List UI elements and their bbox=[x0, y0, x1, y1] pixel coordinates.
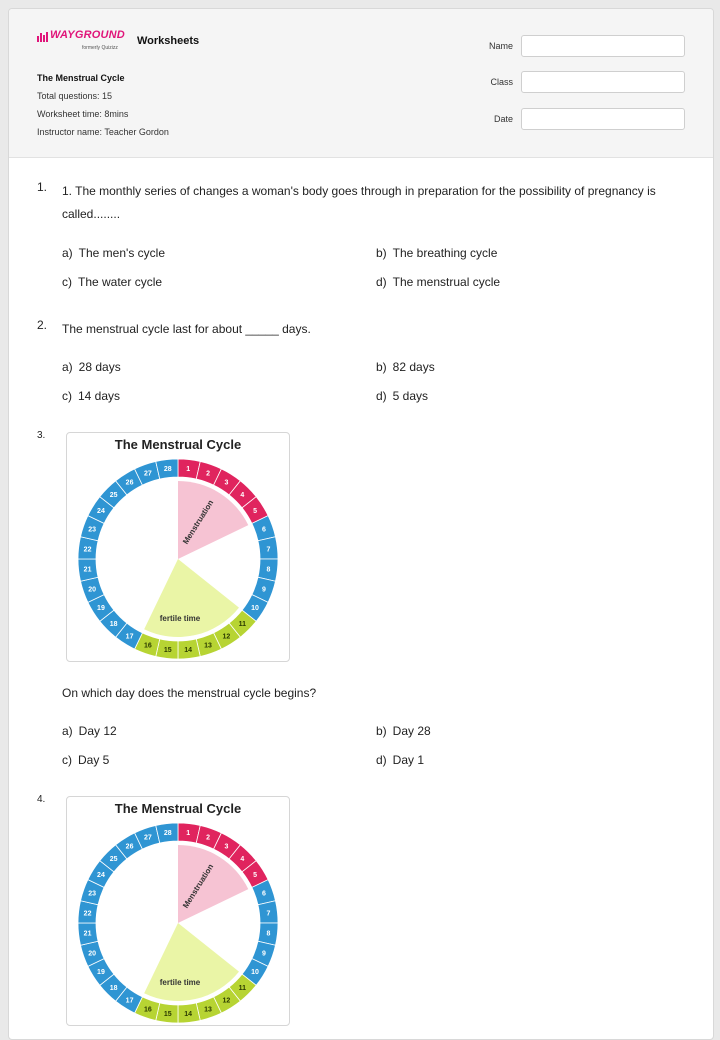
question-text: 1. The monthly series of changes a woman's body goes through in preparation for the possibility of pregnancy is called........ bbox=[62, 184, 656, 221]
date-field bbox=[479, 107, 689, 131]
option-letter: b) bbox=[376, 246, 387, 260]
day-label-18: 18 bbox=[109, 620, 118, 628]
option-text: Day 1 bbox=[392, 753, 425, 767]
diagram-title: The Menstrual Cycle bbox=[114, 801, 242, 816]
day-label-13: 13 bbox=[204, 642, 212, 650]
option-letter: b) bbox=[376, 724, 387, 738]
option-d bbox=[376, 275, 500, 289]
day-label-6: 6 bbox=[261, 526, 266, 534]
name-label: Name bbox=[488, 41, 513, 51]
logo-mark-icon bbox=[37, 31, 49, 43]
day-label-13: 13 bbox=[204, 1006, 212, 1014]
cycle-diagram-svg bbox=[67, 433, 289, 661]
day-label-3: 3 bbox=[224, 843, 229, 851]
date-input[interactable] bbox=[521, 108, 685, 130]
day-label-5: 5 bbox=[253, 508, 258, 516]
day-label-15: 15 bbox=[163, 1010, 172, 1018]
option-a bbox=[62, 360, 121, 374]
day-label-7: 7 bbox=[266, 546, 271, 554]
logo-subtext: formerly Quizizz bbox=[82, 45, 118, 51]
option-letter: d) bbox=[376, 753, 387, 767]
logo-text: WAYGROUND bbox=[50, 29, 125, 41]
day-label-6: 6 bbox=[261, 890, 266, 898]
option-d bbox=[376, 753, 424, 767]
day-label-17: 17 bbox=[125, 633, 134, 641]
day-label-14: 14 bbox=[184, 646, 193, 654]
day-label-8: 8 bbox=[266, 566, 271, 574]
day-label-22: 22 bbox=[83, 910, 92, 918]
option-text: Day 12 bbox=[78, 724, 117, 738]
question-text: The menstrual cycle last for about _____ days. bbox=[62, 322, 311, 336]
question-text: On which day does the menstrual cycle begins? bbox=[62, 686, 317, 700]
class-label: Class bbox=[490, 77, 513, 87]
day-label-22: 22 bbox=[83, 546, 92, 554]
day-label-10: 10 bbox=[251, 968, 259, 976]
worksheet-page bbox=[8, 8, 714, 1040]
name-field bbox=[479, 34, 689, 58]
question-number: 1. bbox=[37, 180, 48, 194]
day-label-19: 19 bbox=[97, 968, 105, 976]
day-label-25: 25 bbox=[109, 856, 118, 864]
day-label-17: 17 bbox=[125, 997, 134, 1005]
menstrual-cycle-diagram bbox=[66, 432, 290, 662]
option-letter: c) bbox=[62, 389, 72, 403]
option-c bbox=[62, 275, 162, 289]
option-text: Day 28 bbox=[392, 724, 431, 738]
class-input[interactable] bbox=[521, 71, 685, 93]
day-label-23: 23 bbox=[88, 890, 97, 898]
date-label: Date bbox=[493, 114, 513, 124]
option-c bbox=[62, 753, 109, 767]
option-d bbox=[376, 389, 428, 403]
day-label-7: 7 bbox=[266, 910, 271, 918]
option-b bbox=[376, 360, 435, 374]
diagram-title: The Menstrual Cycle bbox=[114, 437, 242, 452]
day-label-27: 27 bbox=[144, 470, 152, 478]
day-label-12: 12 bbox=[222, 633, 231, 641]
day-label-26: 26 bbox=[125, 479, 134, 487]
day-label-28: 28 bbox=[163, 830, 172, 838]
day-label-11: 11 bbox=[238, 620, 247, 628]
option-letter: a) bbox=[62, 246, 73, 260]
fertile-label: fertile time bbox=[159, 614, 201, 623]
day-label-5: 5 bbox=[253, 872, 258, 880]
question-4 bbox=[37, 794, 687, 1034]
option-letter: b) bbox=[376, 360, 387, 374]
option-letter: a) bbox=[62, 724, 73, 738]
day-label-12: 12 bbox=[222, 997, 231, 1005]
day-label-19: 19 bbox=[97, 604, 105, 612]
day-label-8: 8 bbox=[266, 930, 271, 938]
day-label-16: 16 bbox=[144, 1006, 152, 1014]
day-label-21: 21 bbox=[83, 566, 92, 574]
option-text: The breathing cycle bbox=[392, 246, 498, 260]
option-a bbox=[62, 724, 117, 738]
question-number: 3. bbox=[37, 430, 46, 441]
day-label-1: 1 bbox=[186, 830, 191, 838]
day-label-25: 25 bbox=[109, 492, 118, 500]
wayground-logo bbox=[37, 29, 131, 55]
question-2 bbox=[37, 318, 687, 408]
menstruation-label: Menstruation bbox=[181, 862, 216, 910]
day-label-28: 28 bbox=[163, 466, 172, 474]
option-b bbox=[376, 246, 497, 260]
worksheet-header bbox=[9, 9, 713, 158]
day-label-11: 11 bbox=[238, 984, 247, 992]
option-text: The menstrual cycle bbox=[392, 275, 501, 289]
day-label-4: 4 bbox=[240, 492, 245, 500]
menstruation-label: Menstruation bbox=[181, 498, 216, 546]
day-label-20: 20 bbox=[88, 950, 97, 958]
day-label-21: 21 bbox=[83, 930, 92, 938]
day-label-2: 2 bbox=[206, 470, 211, 478]
option-text: 28 days bbox=[78, 360, 121, 374]
option-b bbox=[376, 724, 431, 738]
option-a bbox=[62, 246, 165, 260]
class-field bbox=[479, 70, 689, 94]
question-3 bbox=[37, 430, 687, 770]
fertile-wedge bbox=[144, 559, 239, 637]
option-text: The water cycle bbox=[78, 275, 163, 289]
day-label-23: 23 bbox=[88, 526, 97, 534]
day-label-24: 24 bbox=[97, 872, 105, 880]
total-questions: Total questions: 15 bbox=[37, 91, 113, 101]
day-label-4: 4 bbox=[240, 856, 245, 864]
day-label-18: 18 bbox=[109, 984, 118, 992]
option-text: The men's cycle bbox=[78, 246, 165, 260]
cycle-diagram-svg bbox=[67, 797, 289, 1025]
brand bbox=[37, 29, 199, 55]
fertile-wedge bbox=[144, 923, 239, 1001]
instructor-name: Instructor name: Teacher Gordon bbox=[37, 127, 169, 137]
brand-title: Worksheets bbox=[137, 35, 200, 47]
option-letter: c) bbox=[62, 275, 72, 289]
day-label-9: 9 bbox=[261, 586, 266, 594]
option-letter: c) bbox=[62, 753, 72, 767]
day-label-16: 16 bbox=[144, 642, 152, 650]
question-number: 4. bbox=[37, 794, 46, 805]
menstrual-cycle-diagram bbox=[66, 796, 290, 1026]
day-label-27: 27 bbox=[144, 834, 152, 842]
worksheet-title: The Menstrual Cycle bbox=[37, 73, 125, 83]
day-label-24: 24 bbox=[97, 508, 105, 516]
option-c bbox=[62, 389, 120, 403]
option-text: 82 days bbox=[392, 360, 435, 374]
worksheet-meta bbox=[37, 69, 169, 141]
day-label-20: 20 bbox=[88, 586, 97, 594]
option-letter: a) bbox=[62, 360, 73, 374]
day-label-10: 10 bbox=[251, 604, 259, 612]
option-text: Day 5 bbox=[78, 753, 110, 767]
question-number: 2. bbox=[37, 318, 48, 332]
day-label-15: 15 bbox=[163, 646, 172, 654]
day-label-14: 14 bbox=[184, 1010, 193, 1018]
fertile-label: fertile time bbox=[159, 978, 201, 987]
option-text: 14 days bbox=[78, 389, 121, 403]
day-label-3: 3 bbox=[224, 479, 229, 487]
day-label-9: 9 bbox=[261, 950, 266, 958]
option-letter: d) bbox=[376, 389, 387, 403]
day-label-2: 2 bbox=[206, 834, 211, 842]
worksheet-time: Worksheet time: 8mins bbox=[37, 109, 129, 119]
day-label-1: 1 bbox=[186, 466, 191, 474]
option-text: 5 days bbox=[392, 389, 429, 403]
option-letter: d) bbox=[376, 275, 387, 289]
day-label-26: 26 bbox=[125, 843, 134, 851]
question-1 bbox=[37, 180, 687, 300]
name-input[interactable] bbox=[521, 35, 685, 57]
